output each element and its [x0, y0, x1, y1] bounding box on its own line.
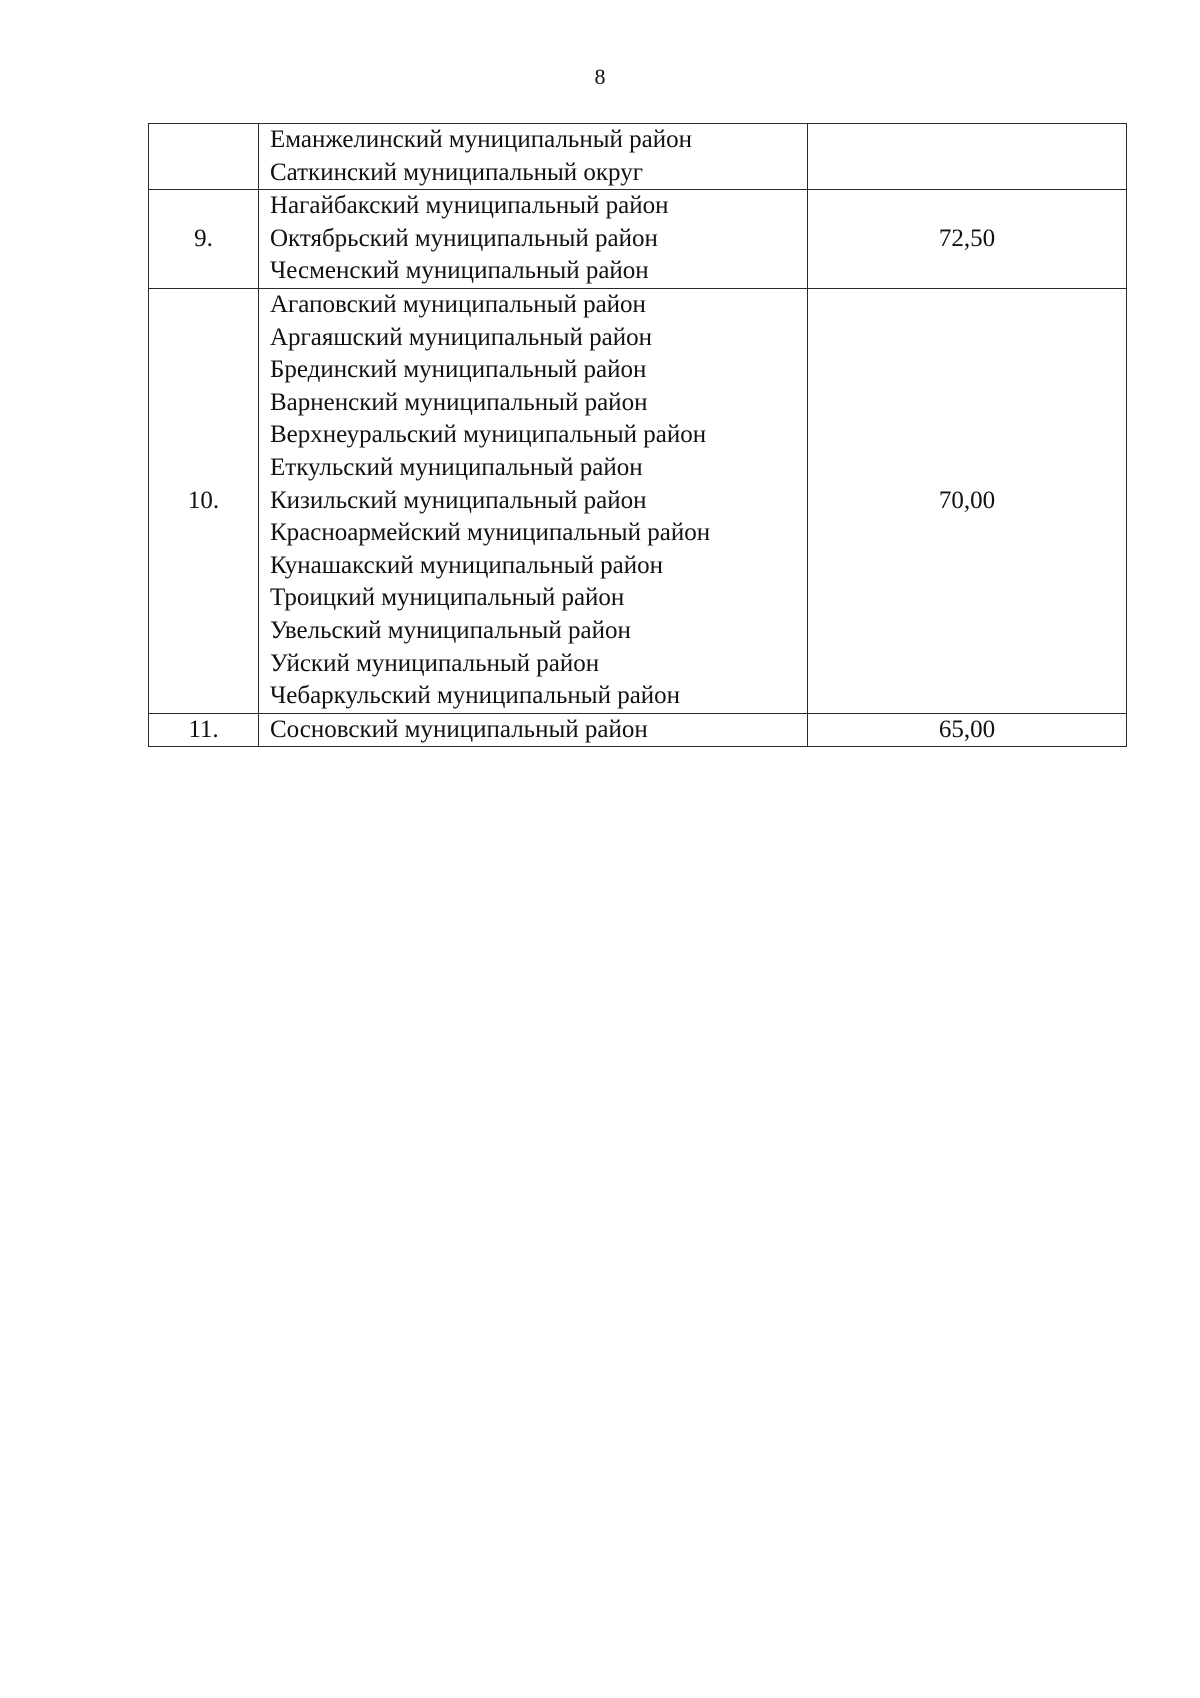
district-name: Варненский муниципальный район [270, 388, 648, 416]
districts-table [148, 123, 1127, 747]
district-names-cell [259, 124, 808, 190]
table-row [149, 124, 1127, 190]
district-name: Уйский муниципальный район [270, 649, 600, 677]
district-name: Еткульский муниципальный район [270, 453, 643, 481]
district-names-cell [259, 288, 808, 713]
value-cell: 65,00 [808, 713, 1127, 747]
district-name: Агаповский муниципальный район [270, 290, 646, 318]
district-name: Сосновский муниципальный район [270, 715, 648, 743]
district-name: Троицкий муниципальный район [270, 584, 625, 612]
district-name: Саткинский муниципальный округ [270, 158, 643, 186]
district-name: Нагайбакский муниципальный район [270, 192, 669, 220]
district-name: Брединский муниципальный район [270, 356, 647, 384]
table-row [149, 713, 1127, 747]
district-names-cell [259, 190, 808, 289]
district-name: Еманжелинский муниципальный район [270, 126, 692, 153]
row-number-cell: 10. [149, 288, 259, 713]
value-cell: 72,50 [808, 190, 1127, 289]
value-cell [808, 124, 1127, 190]
district-name: Красноармейский муниципальный район [270, 519, 711, 547]
row-number-cell: 11. [149, 713, 259, 747]
row-number-cell: 9. [149, 190, 259, 289]
district-name: Аргаяшский муниципальный район [270, 323, 652, 351]
table-row [149, 190, 1127, 289]
table-body [149, 124, 1127, 747]
district-name: Чесменский муниципальный район [270, 257, 649, 285]
district-name: Кунашакский муниципальный район [270, 551, 663, 579]
district-names-cell [259, 713, 808, 747]
district-name: Увельский муниципальный район [270, 616, 631, 644]
row-number-cell [149, 124, 259, 190]
district-name: Чебаркульский муниципальный район [270, 682, 681, 710]
table-row [149, 288, 1127, 713]
value-cell: 70,00 [808, 288, 1127, 713]
page-number: 8 [594, 64, 606, 89]
district-name: Октябрьский муниципальный район [270, 224, 658, 252]
district-name: Верхнеуральский муниципальный район [270, 421, 707, 449]
district-name: Кизильский муниципальный район [270, 486, 647, 514]
